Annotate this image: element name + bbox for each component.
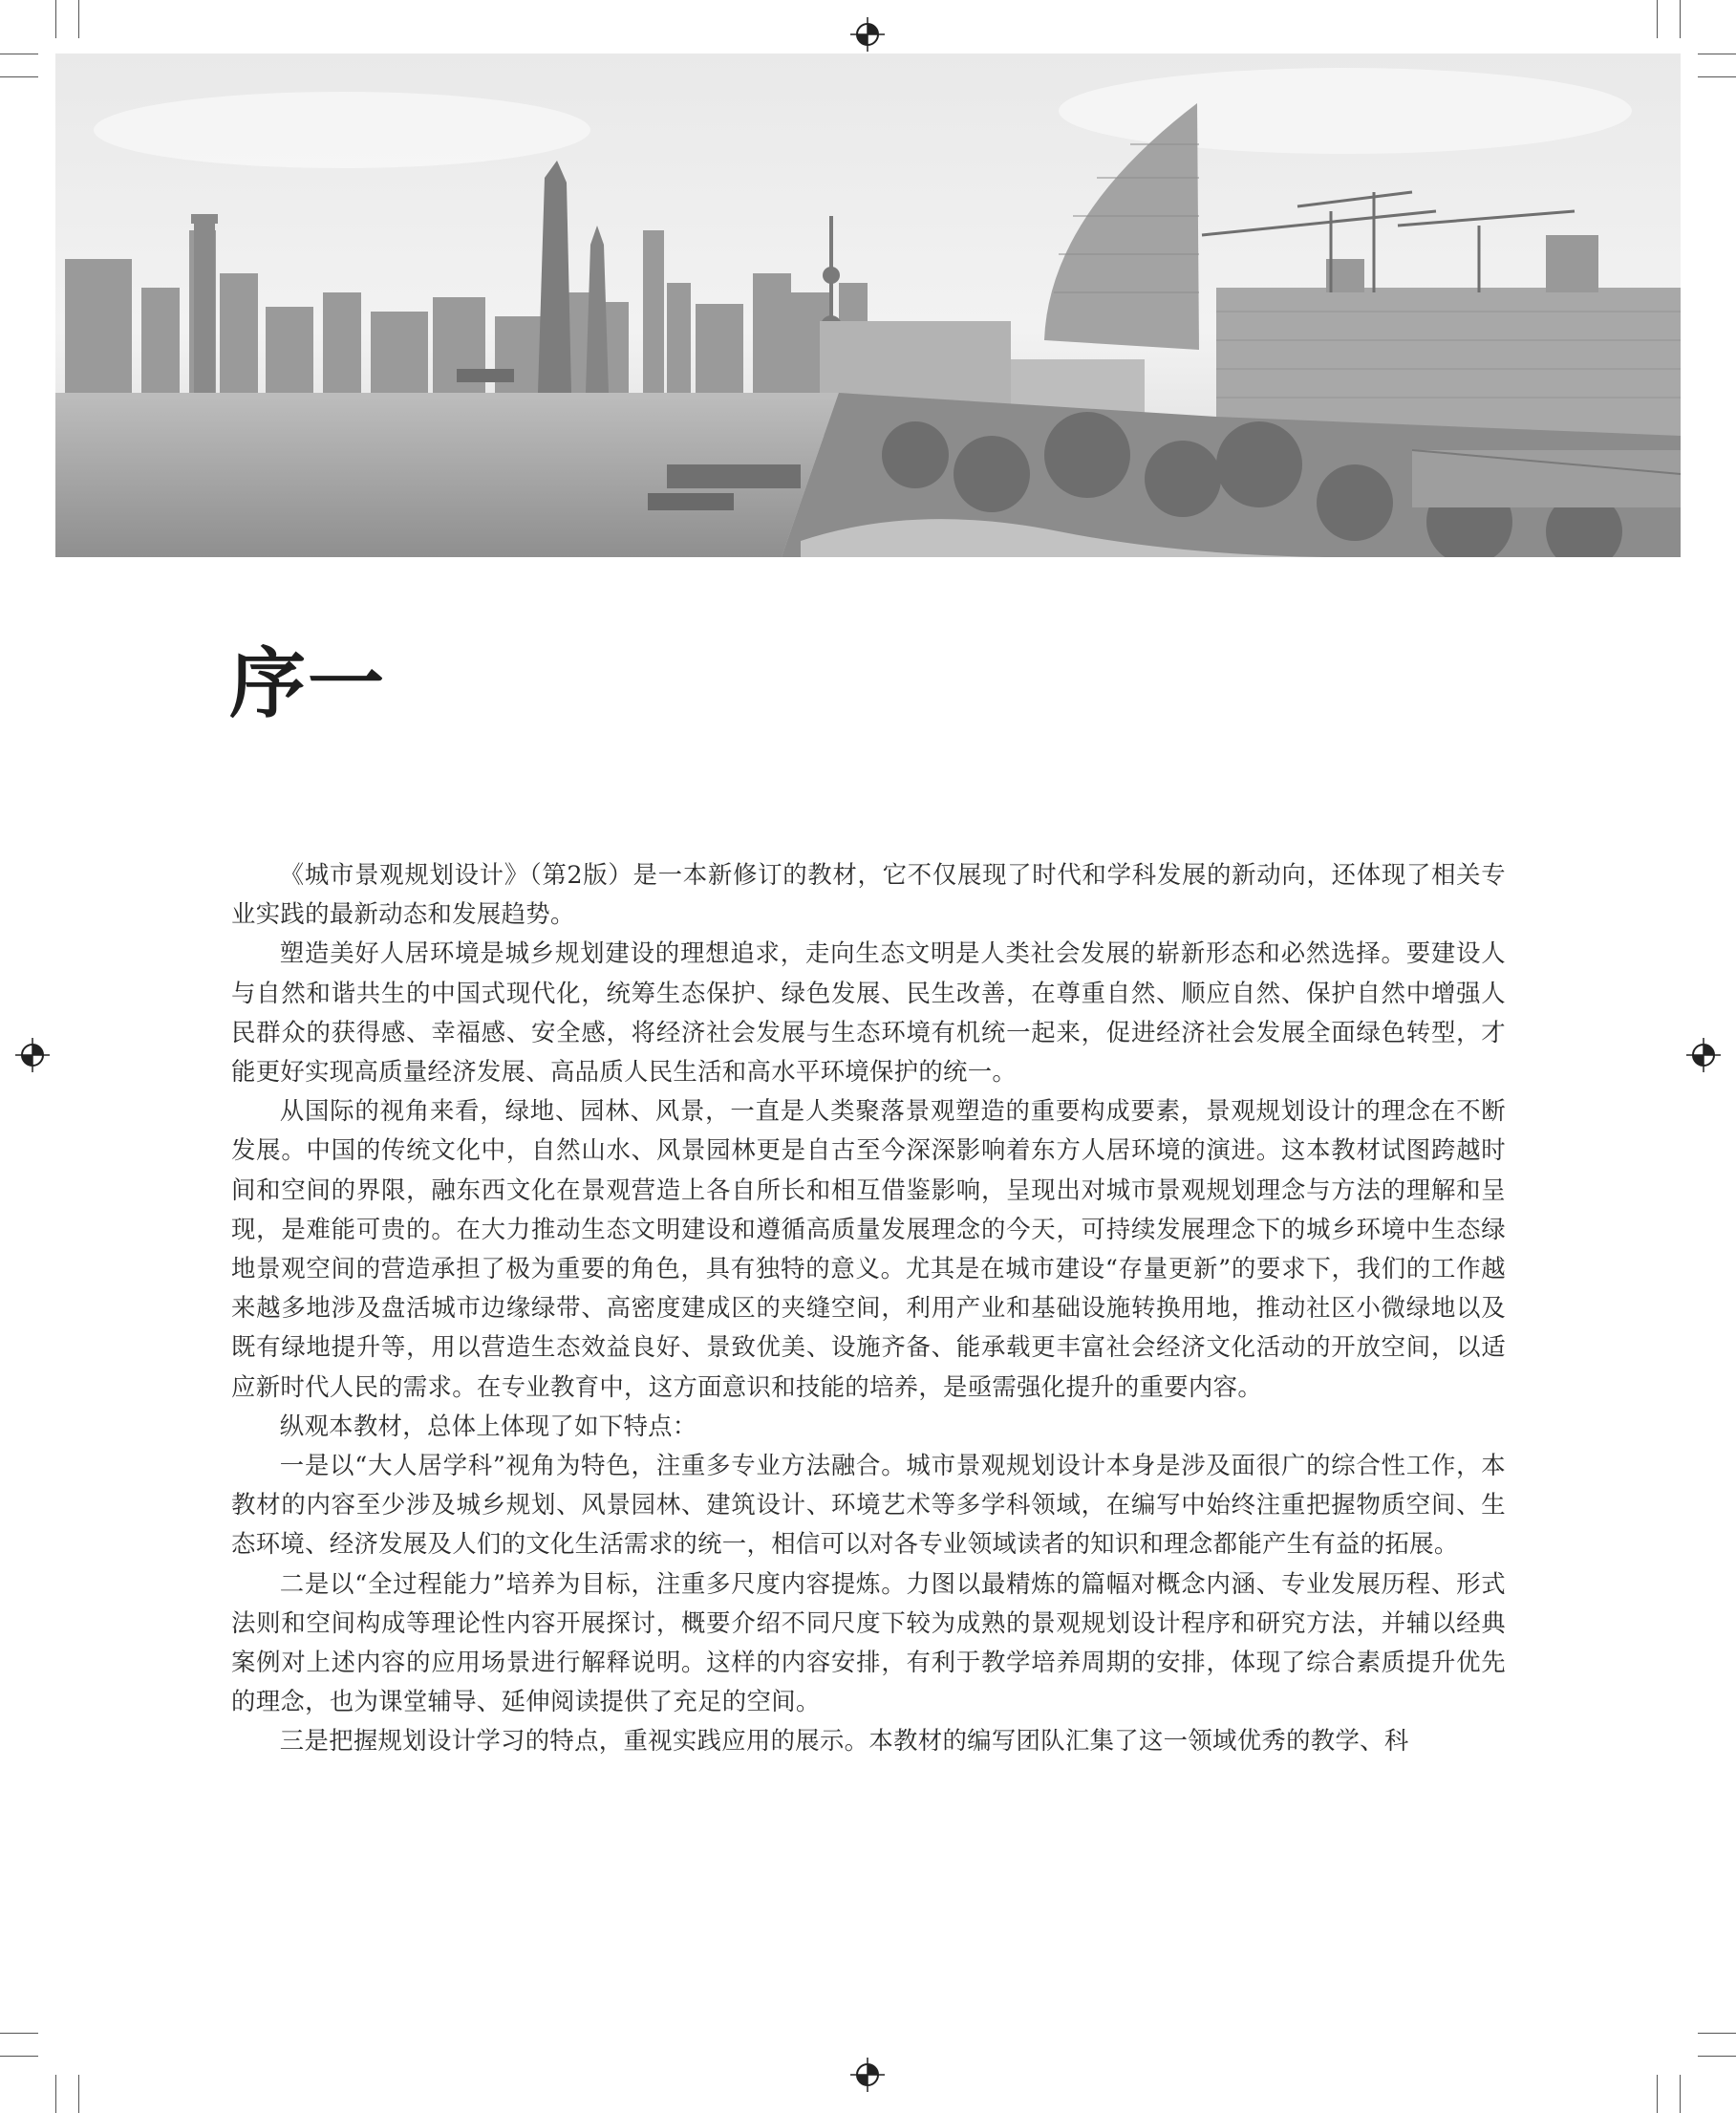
crop-mark bbox=[1698, 2056, 1736, 2057]
crop-mark bbox=[0, 76, 38, 77]
crop-mark bbox=[1698, 76, 1736, 77]
city-skyline-icon bbox=[55, 54, 1681, 557]
paragraph: 从国际的视角来看，绿地、园林、风景，一直是人类聚落景观塑造的重要构成要素，景观规划设计的理念在不断发展。中国的传统文化中，自然山水、风景园林更是自古至今深深影响着东方人居环境的演进。这本教材试图跨越时间和空间的界限，融东西文化在景观营造上各自所长和相互借鉴影响，呈现出对城市景观规划理念与方法的理解和呈现，是难能可贵的。在大力推动生态文明建设和遵循高质量发展理念的今天，可持续发展理念下的城乡环境中生态绿地景观空间的营造承担了极为重要的角色，具有独特的意义。尤其是在城市建设“存量更新”的要求下，我们的工作越来越多地涉及盘活城市边缘绿带、高密度建成区的夹缝空间，利用产业和基础设施转换用地，推动社区小微绿地以及既有绿地提升等，用以营造生态效益良好、景致优美、设施齐备、能承载更丰富社会经济文化活动的开放空间，以适应新时代人民的需求。在专业教育中，这方面意识和技能的培养，是亟需强化提升的重要内容。 bbox=[231, 1096, 1506, 1401]
paragraph: 一是以“大人居学科”视角为特色，注重多专业方法融合。城市景观规划设计本身是涉及面很广的综合性工作，本教材的内容至少涉及城乡规划、风景园林、建筑设计、环境艺术等多学科领域，在编写中始终注重把握物质空间、生态环境、经济发展及人们的文化生活需求的统一，相信可以对各专业领域读者的知识和理念都能产生有益的拓展。 bbox=[231, 1451, 1506, 1559]
registration-mark-icon bbox=[850, 2058, 885, 2092]
registration-mark-icon bbox=[850, 17, 885, 52]
paragraph: 《城市景观规划设计》（第2版）是一本新修订的教材，它不仅展现了时代和学科发展的新动向，还体现了相关专业实践的最新动态和发展趋势。 bbox=[231, 860, 1506, 929]
crop-mark bbox=[1657, 0, 1658, 38]
crop-mark bbox=[55, 0, 56, 38]
registration-mark-icon bbox=[1686, 1038, 1721, 1072]
skyline-banner bbox=[55, 54, 1681, 557]
preface-body bbox=[231, 855, 1506, 1761]
crop-mark bbox=[0, 2056, 38, 2057]
crop-mark bbox=[0, 2033, 38, 2034]
paragraph: 二是以“全过程能力”培养为目标，注重多尺度内容提炼。力图以最精炼的篇幅对概念内涵、专业发展历程、形式法则和空间构成等理论性内容开展探讨，概要介绍不同尺度下较为成熟的景观规划设计程序和研究方法，并辅以经典案例对上述内容的应用场景进行解释说明。这样的内容安排，有利于教学培养周期的安排，体现了综合素质提升优先的理念，也为课堂辅导、延伸阅读提供了充足的空间。 bbox=[231, 1568, 1506, 1716]
crop-mark bbox=[1698, 2033, 1736, 2034]
paragraph: 塑造美好人居环境是城乡规划建设的理想追求，走向生态文明是人类社会发展的崭新形态和必然选择。要建设人与自然和谐共生的中国式现代化，统筹生态保护、绿色发展、民生改善，在尊重自然、顺应自然、保护自然中增强人民群众的获得感、幸福感、安全感，将经济社会发展与生态环境有机统一起来，促进经济社会发展全面绿色转型，才能更好实现高质量经济发展、高品质人民生活和高水平环境保护的统一。 bbox=[231, 938, 1506, 1087]
crop-mark bbox=[1680, 2075, 1681, 2113]
crop-mark bbox=[55, 2075, 56, 2113]
crop-mark bbox=[1657, 2075, 1658, 2113]
registration-mark-icon bbox=[15, 1038, 50, 1072]
paragraph: 纵观本教材，总体上体现了如下特点： bbox=[279, 1411, 697, 1440]
page-title: 序一 bbox=[229, 639, 386, 728]
crop-mark bbox=[1680, 0, 1681, 38]
crop-mark bbox=[78, 0, 79, 38]
paragraph: 三是把握规划设计学习的特点，重视实践应用的展示。本教材的编写团队汇集了这一领域优秀的教学、科 bbox=[279, 1726, 1409, 1756]
crop-mark bbox=[78, 2075, 79, 2113]
